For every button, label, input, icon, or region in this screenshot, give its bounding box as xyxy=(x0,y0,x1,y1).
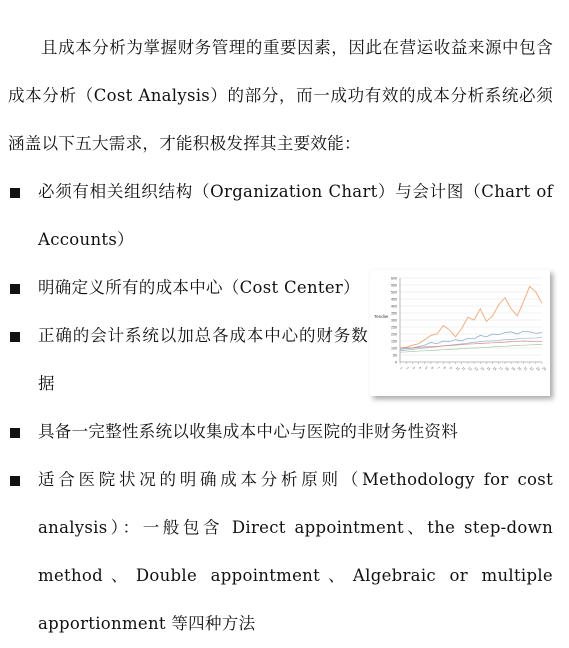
bullet-square-icon xyxy=(10,476,20,486)
y-tick-label: 450 xyxy=(391,297,397,302)
y-tick-label: 300 xyxy=(391,318,397,323)
x-tick-label: 10 xyxy=(454,365,461,372)
x-tick-label: 2 xyxy=(405,365,410,371)
y-tick-label: 150 xyxy=(391,339,397,344)
x-tick-label: 11 xyxy=(461,365,467,372)
y-tick-label: 100 xyxy=(391,346,397,351)
list-item-text: 适合医院状况的明确成本分析原则（Methodology for cost analysis）：一般包含 Direct appointment、the step-down method、Double appointment、Algebraic or multiple apportionment 等四种方法 xyxy=(38,470,553,633)
y-tick-label: 350 xyxy=(391,311,397,316)
x-tick-label: 6 xyxy=(430,365,435,371)
y-tick-label: 250 xyxy=(391,325,397,330)
y-axis-label: Tendier xyxy=(374,314,389,319)
x-tick-label: 16 xyxy=(491,365,498,372)
bullet-square-icon xyxy=(10,428,20,438)
x-tick-label: 8 xyxy=(442,365,447,371)
x-tick-label: 5 xyxy=(423,365,429,371)
x-tick-label: 22 xyxy=(528,365,535,372)
y-tick-label: 0 xyxy=(395,360,397,365)
intro-paragraph: 且成本分析为掌握财务管理的重要因素，因此在营运收益来源中包含成本分析（Cost Analysis）的部分，而一成功有效的成本分析系统必须涵盖以下五大需求，才能积极发挥其主要效能： xyxy=(8,38,553,153)
bullet-square-icon xyxy=(10,188,20,198)
x-tick-label: 18 xyxy=(504,365,510,372)
list-item-text: 必须有相关组织结构（Organization Chart）与会计图（Chart of Accounts） xyxy=(38,182,553,249)
y-tick-label: 550 xyxy=(391,283,397,288)
x-tick-label: 15 xyxy=(485,365,492,372)
y-tick-label: 400 xyxy=(391,304,397,309)
list-item xyxy=(0,312,370,408)
bullet-square-icon xyxy=(10,332,20,342)
embedded-chart xyxy=(370,270,550,396)
bullet-square-icon xyxy=(10,284,20,294)
x-tick-label: 1 xyxy=(399,365,404,371)
x-tick-label: 3 xyxy=(411,365,416,371)
x-tick-label: 13 xyxy=(473,365,479,372)
list-item-text: 具备一完整性系统以收集成本中心与医院的非财务性资料 xyxy=(38,422,458,441)
x-tick-label: 4 xyxy=(417,365,422,371)
x-tick-label: 12 xyxy=(467,365,473,372)
list-item-text: 明确定义所有的成本中心（Cost Center） xyxy=(38,278,360,297)
list-item xyxy=(0,456,553,648)
y-tick-label: 200 xyxy=(391,332,397,337)
x-tick-label: 17 xyxy=(498,365,504,372)
x-tick-label: 24 xyxy=(541,365,547,372)
list-item xyxy=(0,168,553,264)
y-tick-label: 600 xyxy=(391,276,397,281)
x-tick-label: 20 xyxy=(516,365,523,372)
x-tick-label: 23 xyxy=(535,365,541,372)
line-chart xyxy=(370,270,550,396)
x-tick-label: 9 xyxy=(448,365,453,371)
list-item xyxy=(0,264,370,312)
x-tick-label: 21 xyxy=(522,365,529,372)
x-tick-label: 19 xyxy=(510,365,516,372)
x-tick-label: 14 xyxy=(479,365,486,372)
list-item xyxy=(0,408,553,456)
list-item-text: 正确的会计系统以加总各成本中心的财务数据 xyxy=(38,326,368,393)
x-tick-label: 7 xyxy=(436,365,441,371)
y-tick-label: 500 xyxy=(391,290,397,295)
y-tick-label: 50 xyxy=(393,353,397,358)
